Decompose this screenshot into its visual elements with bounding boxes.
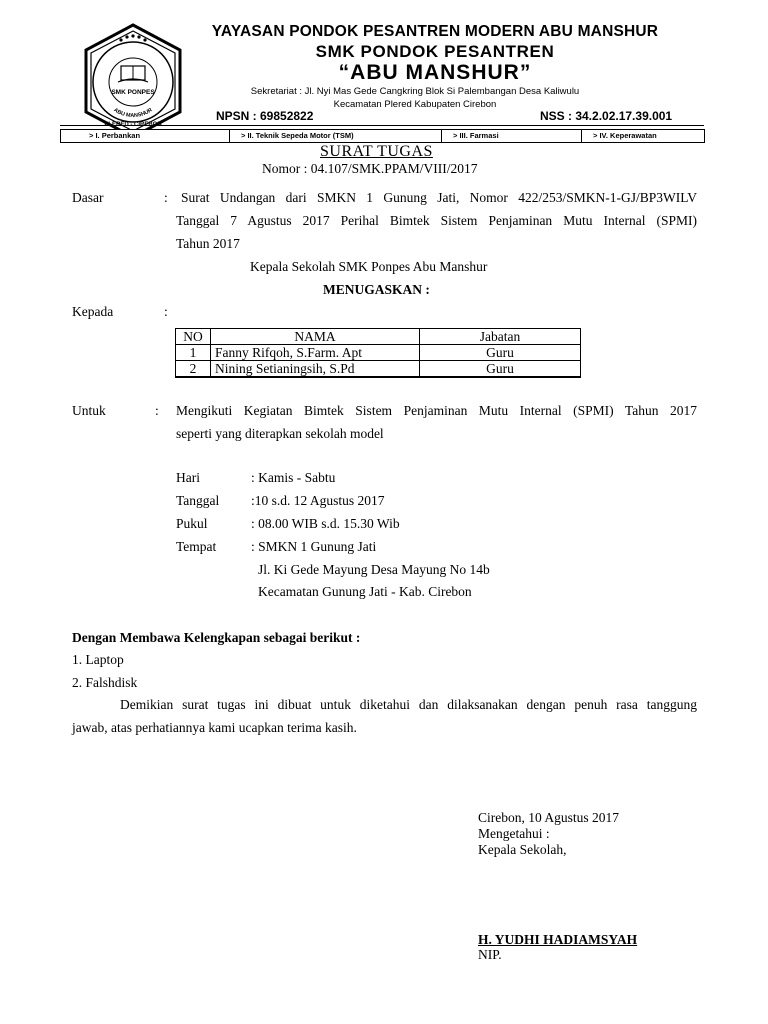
untuk-line-2: seperti yang diterapkan sekolah model <box>176 426 384 441</box>
untuk-label: Untuk <box>72 403 106 418</box>
signature-place-date: Cirebon, 10 Agustus 2017 <box>478 810 620 825</box>
dasar-line-1: Surat Undangan dari SMKN 1 Gunung Jati, Nomor 422/253/SMKN-1-GJ/BP3WILV <box>181 190 697 205</box>
tanggal-label: Tanggal <box>176 493 220 508</box>
row-jabatan: Guru <box>420 361 581 378</box>
tempat-label: Tempat <box>176 539 217 554</box>
pukul-label: Pukul <box>176 516 208 531</box>
pukul-value: : 08.00 WIB s.d. 15.30 Wib <box>251 516 400 531</box>
row-nama: Nining Setianingsih, S.Pd <box>211 361 420 378</box>
closing-line-2: jawab, atas perhatiannya kami ucapkan terima kasih. <box>72 720 357 735</box>
column-header-jabatan: Jabatan <box>420 329 581 345</box>
staff-table <box>175 328 581 378</box>
dasar-colon: : <box>164 190 168 205</box>
issuer-line: Kepala Sekolah SMK Ponpes Abu Manshur <box>250 259 488 274</box>
school-subname: “ABU MANSHUR” <box>338 61 532 84</box>
school-emblem-icon <box>74 22 192 140</box>
table-row <box>176 361 581 378</box>
untuk-line-1: Mengikuti Kegiatan Bimtek Sistem Penjaminan Mutu Internal (SPMI) Tahun 2017 <box>176 403 697 418</box>
emblem-text-bottom: PLERED - CIREBON <box>104 122 162 128</box>
program-item: > II. Teknik Sepeda Motor (TSM) <box>241 131 354 140</box>
untuk-colon: : <box>155 403 159 418</box>
table-row <box>176 345 581 361</box>
column-header-no: NO <box>176 329 211 345</box>
address-line-2: Kecamatan Plered Kabupaten Cirebon <box>333 99 497 110</box>
tanggal-value: :10 s.d. 12 Agustus 2017 <box>251 493 385 508</box>
row-nama: Fanny Rifqoh, S.Farm. Apt <box>211 345 420 361</box>
letter-number: Nomor : 04.107/SMK.PPAM/VIII/2017 <box>262 161 478 176</box>
closing-line-1: Demikian surat tugas ini dibuat untuk diketahui dan dilaksanakan dengan penuh rasa tanggung <box>120 697 697 712</box>
signatory-name: H. YUDHI HADIAMSYAH <box>478 932 638 947</box>
tempat-line-2: Jl. Ki Gede Mayung Desa Mayung No 14b <box>258 562 490 577</box>
program-item: > I. Perbankan <box>89 131 141 140</box>
dasar-label: Dasar <box>72 190 104 205</box>
kepada-colon: : <box>164 304 168 319</box>
table-header-row <box>176 329 581 345</box>
school-name: SMK PONDOK PESANTREN <box>315 42 555 61</box>
signatory-nip: NIP. <box>478 947 502 962</box>
dasar-line-2: Tanggal 7 Agustus 2017 Perihal Bimtek Sistem Penjaminan Mutu Internal (SPMI) <box>176 213 697 228</box>
column-header-nama: NAMA <box>211 329 420 345</box>
tempat-value: : SMKN 1 Gunung Jati <box>251 539 377 554</box>
nss-number: NSS : 34.2.02.17.39.001 <box>540 109 673 123</box>
menugaskan-heading: MENUGASKAN : <box>323 282 430 297</box>
program-separator <box>229 130 230 142</box>
signature-position: Kepala Sekolah, <box>478 842 567 857</box>
emblem-text-top: SMK PONPES <box>111 89 155 96</box>
program-item: > III. Farmasi <box>453 131 499 140</box>
foundation-name: YAYASAN PONDOK PESANTREN MODERN ABU MANSHUR <box>211 23 659 40</box>
hari-label: Hari <box>176 470 200 485</box>
bring-item-laptop: 1. Laptop <box>72 652 124 667</box>
address-line-1: Sekretariat : Jl. Nyi Mas Gede Cangkring Blok Si Palembangan Desa Kaliwulu <box>250 86 580 97</box>
row-no: 2 <box>176 361 211 378</box>
hari-value: : Kamis - Sabtu <box>251 470 336 485</box>
program-item: > IV. Keperawatan <box>593 131 657 140</box>
letter-title: SURAT TUGAS <box>320 143 433 160</box>
row-no: 1 <box>176 345 211 361</box>
program-bar <box>60 129 705 143</box>
letterhead-divider <box>60 125 704 126</box>
bring-item-flashdisk: 2. Falshdisk <box>72 675 138 690</box>
tempat-line-3: Kecamatan Gunung Jati - Kab. Cirebon <box>258 584 472 599</box>
emblem-text-middle-path: ABU MANSHUR <box>112 107 154 120</box>
bring-heading: Dengan Membawa Kelengkapan sebagai berikut : <box>72 630 361 645</box>
program-separator <box>581 130 582 142</box>
dasar-line-3: Tahun 2017 <box>176 236 240 251</box>
kepada-label: Kepada <box>72 304 114 319</box>
row-jabatan: Guru <box>420 345 581 361</box>
program-separator <box>441 130 442 142</box>
signature-mengetahui: Mengetahui : <box>478 826 550 841</box>
npsn-number: NPSN : 69852822 <box>216 109 314 123</box>
